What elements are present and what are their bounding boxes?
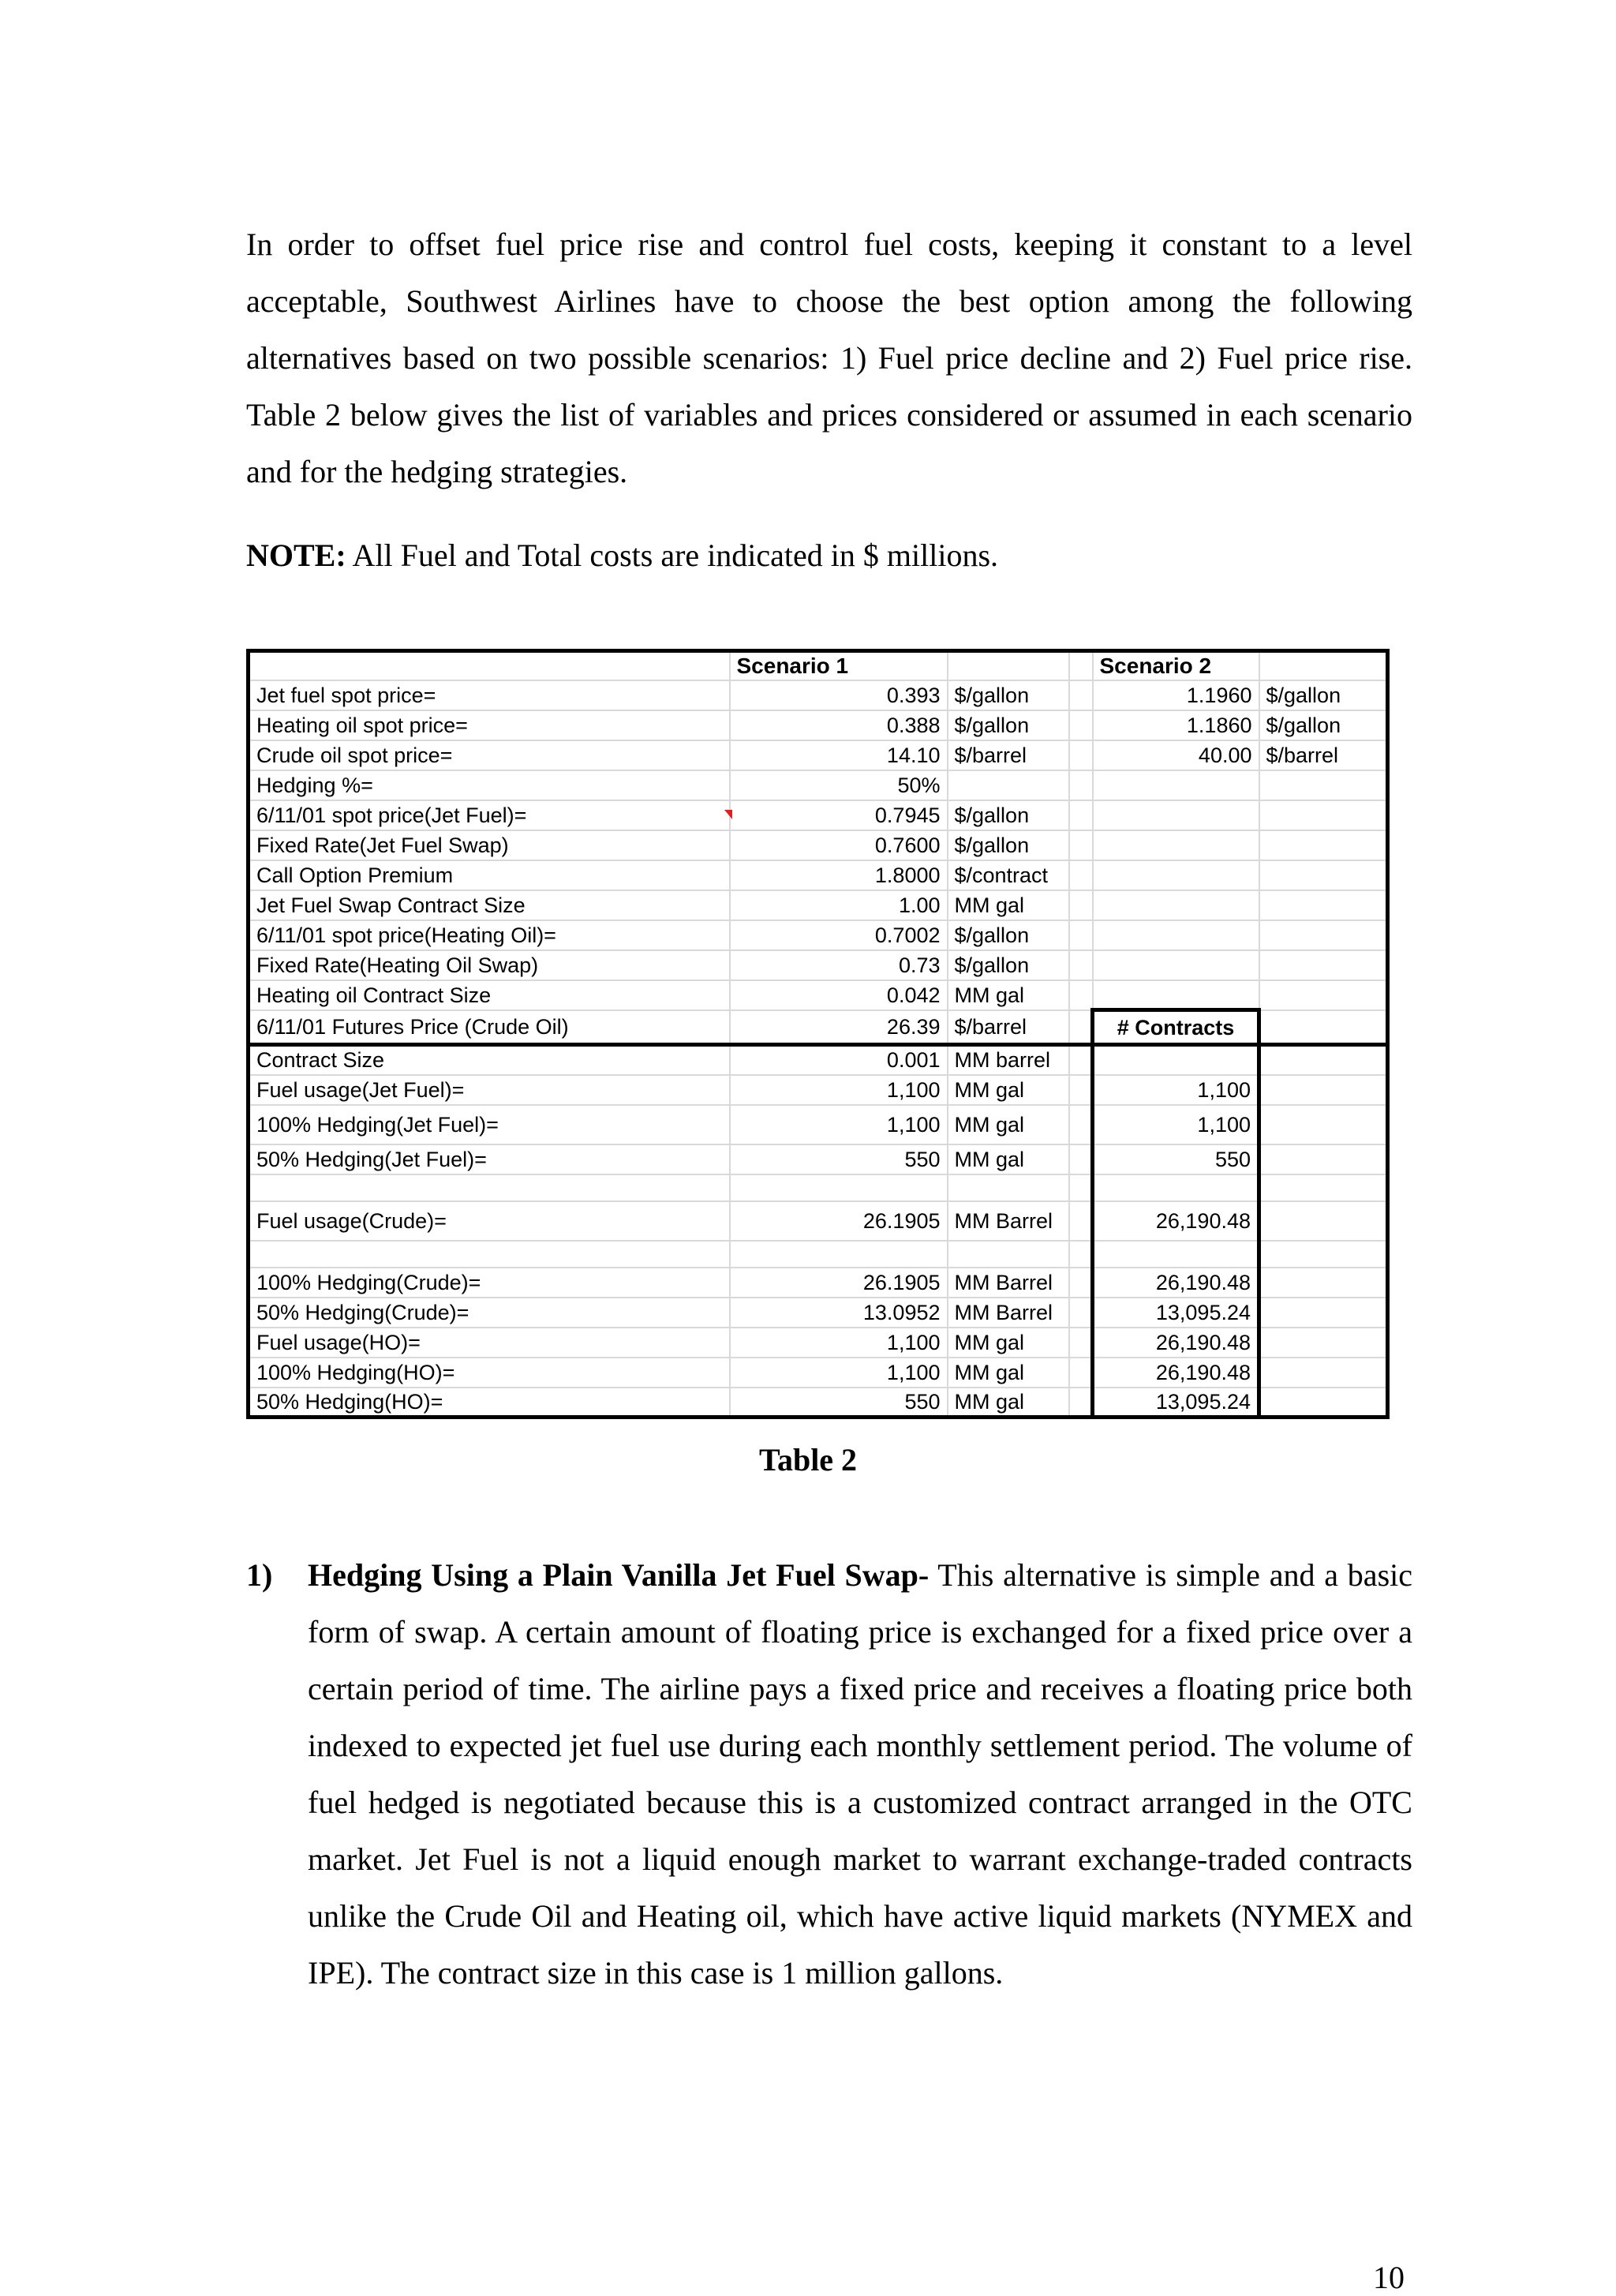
scenario-1-unit: $/gallon xyxy=(948,950,1069,980)
scenario-2-value xyxy=(1093,1241,1259,1268)
scenario-1-value: 550 xyxy=(730,1144,948,1174)
scenario-2-unit xyxy=(1259,1298,1388,1328)
scenario-2-unit xyxy=(1259,1358,1388,1388)
scenario-1-value: 0.7600 xyxy=(730,830,948,860)
scenario-2-value xyxy=(1093,860,1259,890)
row-label: Jet Fuel Swap Contract Size xyxy=(249,890,730,920)
spacer-cell xyxy=(1069,1010,1093,1045)
row-label: Crude oil spot price= xyxy=(249,740,730,770)
scenario-1-value: 1.00 xyxy=(730,890,948,920)
scenario-2-unit xyxy=(1259,1075,1388,1105)
scenario-2-value: 26,190.48 xyxy=(1093,1201,1259,1241)
scenario-2-value: 1,100 xyxy=(1093,1105,1259,1144)
row-label: 100% Hedging(HO)= xyxy=(249,1358,730,1388)
header-blank xyxy=(948,651,1069,680)
spacer-cell xyxy=(1069,860,1093,890)
spacer-cell xyxy=(1069,1388,1093,1418)
variables-table xyxy=(246,649,1390,1419)
scenario-2-unit xyxy=(1259,1268,1388,1298)
header-scenario-2: Scenario 2 xyxy=(1093,651,1259,680)
scenario-1-value: 0.388 xyxy=(730,710,948,740)
scenario-2-unit: $/gallon xyxy=(1259,710,1388,740)
table-row xyxy=(249,1298,1388,1328)
row-label: 100% Hedging(Jet Fuel)= xyxy=(249,1105,730,1144)
scenario-1-value: 0.7002 xyxy=(730,920,948,950)
scenario-1-unit xyxy=(948,1241,1069,1268)
header-blank xyxy=(249,651,730,680)
note-label: NOTE: xyxy=(246,537,346,573)
scenario-1-unit: $/gallon xyxy=(948,710,1069,740)
scenario-2-value: 1.1960 xyxy=(1093,680,1259,710)
scenario-1-unit: MM gal xyxy=(948,1105,1069,1144)
scenario-2-value: 26,190.48 xyxy=(1093,1328,1259,1358)
row-label: 100% Hedging(Crude)= xyxy=(249,1268,730,1298)
scenario-2-value xyxy=(1093,950,1259,980)
table-row xyxy=(249,1144,1388,1174)
scenario-2-unit: $/barrel xyxy=(1259,740,1388,770)
list-item-1 xyxy=(246,1547,1412,2002)
scenario-1-value: 0.042 xyxy=(730,980,948,1010)
table-row xyxy=(249,1201,1388,1241)
scenario-1-value: 0.7945 xyxy=(730,800,948,830)
scenario-2-unit xyxy=(1259,1174,1388,1201)
table-row xyxy=(249,1328,1388,1358)
scenario-1-value: 0.393 xyxy=(730,680,948,710)
spacer-cell xyxy=(1069,1328,1093,1358)
row-label: Call Option Premium xyxy=(249,860,730,890)
scenario-2-unit xyxy=(1259,830,1388,860)
scenario-1-value: 26.1905 xyxy=(730,1201,948,1241)
scenario-1-unit: MM gal xyxy=(948,980,1069,1010)
row-label: 6/11/01 Futures Price (Crude Oil) xyxy=(249,1010,730,1045)
table-row xyxy=(249,1045,1388,1075)
table-row xyxy=(249,770,1388,800)
scenario-1-value: 13.0952 xyxy=(730,1298,948,1328)
row-label: Heating oil spot price= xyxy=(249,710,730,740)
row-label: Contract Size xyxy=(249,1045,730,1075)
table-row xyxy=(249,830,1388,860)
scenario-1-value: 1,100 xyxy=(730,1328,948,1358)
table-row xyxy=(249,710,1388,740)
scenario-1-unit: MM barrel xyxy=(948,1045,1069,1075)
scenario-1-unit: $/gallon xyxy=(948,680,1069,710)
spacer-cell xyxy=(1069,800,1093,830)
scenario-2-unit xyxy=(1259,770,1388,800)
scenario-2-unit xyxy=(1259,1010,1388,1045)
row-label xyxy=(249,1241,730,1268)
scenario-1-unit: $/gallon xyxy=(948,830,1069,860)
spacer-cell xyxy=(1069,1201,1093,1241)
spacer-cell xyxy=(1069,1144,1093,1174)
scenario-2-unit xyxy=(1259,1388,1388,1418)
scenario-2-unit xyxy=(1259,1241,1388,1268)
row-label: 50% Hedging(Crude)= xyxy=(249,1298,730,1328)
scenario-2-unit xyxy=(1259,1045,1388,1075)
scenario-1-unit: $/contract xyxy=(948,860,1069,890)
contracts-header: # Contracts xyxy=(1093,1010,1259,1045)
table-row xyxy=(249,860,1388,890)
scenario-2-unit xyxy=(1259,800,1388,830)
scenario-1-value: 26.39 xyxy=(730,1010,948,1045)
scenario-1-unit xyxy=(948,770,1069,800)
scenario-2-value xyxy=(1093,980,1259,1010)
scenario-1-value: 550 xyxy=(730,1388,948,1418)
table-caption: Table 2 xyxy=(758,1442,858,1478)
scenario-1-unit: MM gal xyxy=(948,1388,1069,1418)
table-row xyxy=(249,1174,1388,1201)
list-item-title: Hedging Using a Plain Vanilla Jet Fuel Swap- xyxy=(308,1557,930,1593)
page-number: 10 xyxy=(1373,2260,1405,2295)
scenario-2-value: 26,190.48 xyxy=(1093,1268,1259,1298)
note-text: All Fuel and Total costs are indicated in $ millions. xyxy=(346,537,999,573)
scenario-1-unit: $/barrel xyxy=(948,1010,1069,1045)
scenario-1-value: 1.8000 xyxy=(730,860,948,890)
scenario-2-value: 13,095.24 xyxy=(1093,1298,1259,1328)
scenario-1-unit: $/gallon xyxy=(948,920,1069,950)
row-label: Fuel usage(HO)= xyxy=(249,1328,730,1358)
scenario-1-unit: MM gal xyxy=(948,1075,1069,1105)
row-label: Fixed Rate(Heating Oil Swap) xyxy=(249,950,730,980)
row-label: Hedging %= xyxy=(249,770,730,800)
spacer-cell xyxy=(1069,1075,1093,1105)
spacer-cell xyxy=(1069,740,1093,770)
table-row xyxy=(249,920,1388,950)
scenario-1-unit: $/barrel xyxy=(948,740,1069,770)
table-row xyxy=(249,740,1388,770)
table-row xyxy=(249,1268,1388,1298)
scenario-1-value: 14.10 xyxy=(730,740,948,770)
scenario-2-unit xyxy=(1259,1105,1388,1144)
scenario-2-unit xyxy=(1259,890,1388,920)
row-label: Heating oil Contract Size xyxy=(249,980,730,1010)
scenario-2-unit xyxy=(1259,860,1388,890)
scenario-1-value: 1,100 xyxy=(730,1358,948,1388)
spacer-cell xyxy=(1069,1358,1093,1388)
row-label: 50% Hedging(HO)= xyxy=(249,1388,730,1418)
scenario-2-value xyxy=(1093,1045,1259,1075)
spacer-cell xyxy=(1069,1298,1093,1328)
header-blank xyxy=(1259,651,1388,680)
scenario-1-unit: $/gallon xyxy=(948,800,1069,830)
scenario-2-value xyxy=(1093,770,1259,800)
spacer-cell xyxy=(1069,1045,1093,1075)
scenario-2-value: 13,095.24 xyxy=(1093,1388,1259,1418)
table-row xyxy=(249,1075,1388,1105)
scenario-2-value: 550 xyxy=(1093,1144,1259,1174)
scenario-2-value: 1.1860 xyxy=(1093,710,1259,740)
table-row xyxy=(249,1010,1388,1045)
scenario-2-value xyxy=(1093,1174,1259,1201)
scenario-2-value xyxy=(1093,920,1259,950)
scenario-1-unit: MM Barrel xyxy=(948,1201,1069,1241)
row-label: Fuel usage(Crude)= xyxy=(249,1201,730,1241)
table-row xyxy=(249,800,1388,830)
scenario-1-value: 1,100 xyxy=(730,1105,948,1144)
row-label: Jet fuel spot price= xyxy=(249,680,730,710)
scenario-1-unit: MM gal xyxy=(948,1144,1069,1174)
spacer-cell xyxy=(1069,950,1093,980)
spacer-cell xyxy=(1069,770,1093,800)
row-label: 6/11/01 spot price(Heating Oil)= xyxy=(249,920,730,950)
spacer-cell xyxy=(1069,980,1093,1010)
list-item-body xyxy=(308,1547,1412,2002)
scenario-2-value: 26,190.48 xyxy=(1093,1358,1259,1388)
list-item-number: 1) xyxy=(246,1557,273,1593)
spacer-cell xyxy=(1069,890,1093,920)
scenario-2-unit xyxy=(1259,1144,1388,1174)
scenario-2-unit xyxy=(1259,920,1388,950)
comment-marker xyxy=(724,810,732,819)
header-scenario-1: Scenario 1 xyxy=(730,651,948,680)
scenario-1-unit: MM gal xyxy=(948,890,1069,920)
row-label: 6/11/01 spot price(Jet Fuel)= xyxy=(249,800,730,830)
table-row xyxy=(249,1358,1388,1388)
scenario-2-unit: $/gallon xyxy=(1259,680,1388,710)
scenario-2-unit xyxy=(1259,1328,1388,1358)
spacer-cell xyxy=(1069,680,1093,710)
scenario-1-unit: MM Barrel xyxy=(948,1268,1069,1298)
scenario-1-value xyxy=(730,1174,948,1201)
spacer-cell xyxy=(1069,1268,1093,1298)
spacer-cell xyxy=(1069,1174,1093,1201)
scenario-1-unit: MM Barrel xyxy=(948,1298,1069,1328)
table-row xyxy=(249,1241,1388,1268)
spacer-cell xyxy=(1069,710,1093,740)
scenario-1-unit: MM gal xyxy=(948,1328,1069,1358)
spacer-cell xyxy=(1069,1241,1093,1268)
scenario-1-unit: MM gal xyxy=(948,1358,1069,1388)
table-row xyxy=(249,1105,1388,1144)
spacer-cell xyxy=(1069,830,1093,860)
scenario-1-value: 1,100 xyxy=(730,1075,948,1105)
list-item-text: This alternative is simple and a basic form of swap. A certain amount of floating price is exchanged for a fixed price over a certain period of time. The airline pays a fixed price and receives a floating price both indexed to expected jet fuel use during each monthly settlement period. The volume of fuel hedged is negotiated because this is a customized contract arranged in the OTC market. Jet Fuel is not a liquid enough market to warrant exchange-traded contracts unlike the Crude Oil and Heating oil, which have active liquid markets (NYMEX and IPE). The contract size in this case is 1 million gallons. xyxy=(308,1557,1412,1991)
row-label: Fixed Rate(Jet Fuel Swap) xyxy=(249,830,730,860)
table-row xyxy=(249,890,1388,920)
scenario-2-value xyxy=(1093,890,1259,920)
scenario-2-value: 1,100 xyxy=(1093,1075,1259,1105)
scenario-2-value: 40.00 xyxy=(1093,740,1259,770)
spacer-cell xyxy=(1069,920,1093,950)
row-label: 50% Hedging(Jet Fuel)= xyxy=(249,1144,730,1174)
table-header-row xyxy=(249,651,1388,680)
scenario-2-unit xyxy=(1259,980,1388,1010)
scenario-2-unit xyxy=(1259,950,1388,980)
row-label xyxy=(249,1174,730,1201)
scenario-1-value xyxy=(730,1241,948,1268)
note-paragraph xyxy=(246,527,1412,584)
table-row xyxy=(249,1388,1388,1418)
scenario-2-unit xyxy=(1259,1201,1388,1241)
scenario-1-value: 26.1905 xyxy=(730,1268,948,1298)
scenario-2-value xyxy=(1093,830,1259,860)
scenario-1-value: 0.73 xyxy=(730,950,948,980)
scenario-2-value xyxy=(1093,800,1259,830)
scenario-1-unit xyxy=(948,1174,1069,1201)
scenario-1-value: 50% xyxy=(730,770,948,800)
intro-paragraph: In order to offset fuel price rise and control fuel costs, keeping it constant to a level acceptable, Southwest Airlines have to choose the best option among the following alternatives based on two possible scenarios: 1) Fuel price decline and 2) Fuel price rise. Table 2 below gives the list of variables and prices considered or assumed in each scenario and for the hedging strategies. xyxy=(246,227,1412,489)
row-label: Fuel usage(Jet Fuel)= xyxy=(249,1075,730,1105)
header-blank xyxy=(1069,651,1093,680)
table-row xyxy=(249,680,1388,710)
scenario-1-value: 0.001 xyxy=(730,1045,948,1075)
spacer-cell xyxy=(1069,1105,1093,1144)
table-row xyxy=(249,950,1388,980)
table-row xyxy=(249,980,1388,1010)
